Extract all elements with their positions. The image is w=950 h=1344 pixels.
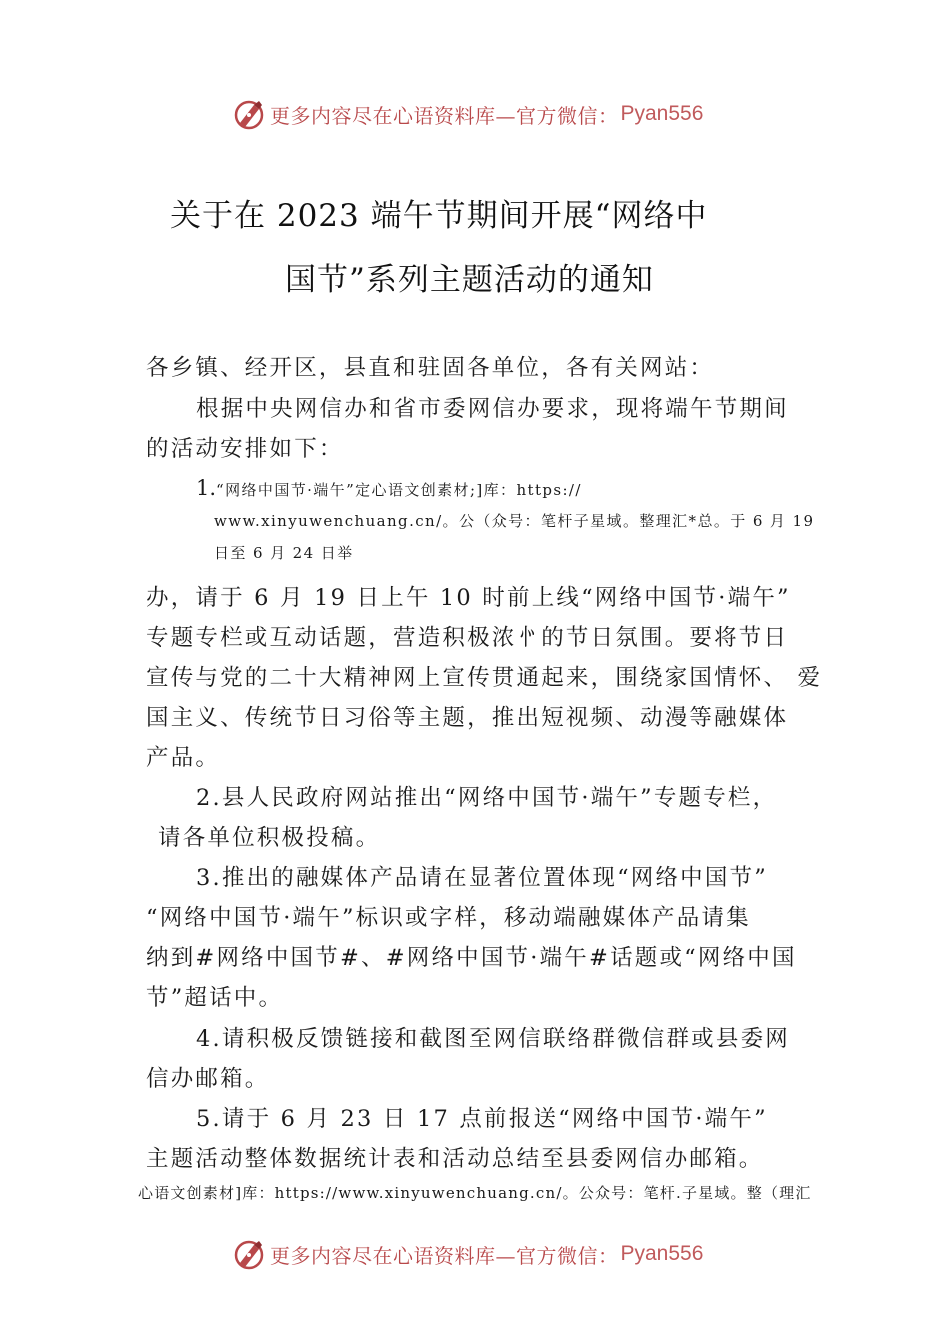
footer-note: 心语文创素材]库：https://www.xinyuwenchuang.cn/。公众号：笔杆.子星域。整（理汇 xyxy=(138,1184,812,1202)
item1-line-5: 产品。 xyxy=(146,745,221,771)
item2-line-2: 请各单位积极投稿。 xyxy=(158,825,381,851)
item5-line-2: 主题活动整体数据统计表和活动总结至县委网信办邮箱。 xyxy=(146,1146,764,1172)
intro-line-2: 的活动安排如下： xyxy=(146,436,344,462)
item1-line-2: 专题专栏或互动话题，营造积极浓㣺的节日氛围。要将节日 xyxy=(146,625,789,651)
wechat-id: Pyan556 xyxy=(620,1242,704,1265)
item4-line-2: 信办邮箱。 xyxy=(146,1066,270,1092)
item3-line-3: 纳到#网络中国节#、#网络中国节·端午#话题或“网络中国 xyxy=(146,945,797,971)
item1-line-3: 宣传与党的二十大精神网上宣传贯通起来，围绕家国情怀、 爱 xyxy=(146,665,823,691)
intro-line-1: 根据中央网信办和省市委网信办要求，现将端午节期间 xyxy=(196,396,789,422)
banner-text: 更多内容尽在心语资料库—官方微信： xyxy=(270,1243,619,1268)
banner-text: 更多内容尽在心语资料库—官方微信： xyxy=(270,103,619,128)
item1-line-1: 办，请于 6 月 19 日上午 10 时前上线“网络中国节·端午” xyxy=(146,585,791,611)
item1-number: 1. xyxy=(196,476,217,500)
pen-nib-logo-icon xyxy=(232,97,266,131)
item5-line-1: 5.请于 6 月 23 日 17 点前报送“网络中国节·端午” xyxy=(196,1106,768,1132)
item1-line-4: 国主义、传统节日习俗等主题，推出短视频、动漫等融媒体 xyxy=(146,705,789,731)
header-banner xyxy=(232,96,703,132)
item1-small-line-3: 日至 6 月 24 日举 xyxy=(214,544,354,562)
item3-line-1: 3.推出的融媒体产品请在显著位置体现“网络中国节” xyxy=(196,865,768,891)
item3-line-4: 节”超话中。 xyxy=(146,985,284,1011)
item3-line-2: “网络中国节·端午”标识或字样，移动端融媒体产品请集 xyxy=(146,905,751,931)
item1-small-line-2: www.xinyuwenchuang.cn/。公（众号：笔杆子星域。整理汇*总。于 6 月 19 xyxy=(214,512,815,530)
document-title-line-2: 国节”系列主题活动的通知 xyxy=(285,262,654,298)
document-title-line-1: 关于在 2023 端午节期间开展“网络中 xyxy=(170,198,708,234)
pen-nib-logo-icon xyxy=(232,1237,266,1271)
item2-line-1: 2.县人民政府网站推出“网络中国节·端午”专题专栏， xyxy=(196,785,778,811)
footer-banner xyxy=(232,1236,703,1272)
wechat-id: Pyan556 xyxy=(620,102,704,125)
item4-line-1: 4.请积极反馈链接和截图至网信联络群微信群或县委网 xyxy=(196,1026,790,1052)
item1-small-text-1: “网络中国节·端午”定心语文创素材;]库：https:// xyxy=(216,481,582,499)
item1-small-line-1 xyxy=(196,476,582,500)
salutation: 各乡镇、经开区，县直和驻固各单位，各有关网站： xyxy=(146,355,715,381)
